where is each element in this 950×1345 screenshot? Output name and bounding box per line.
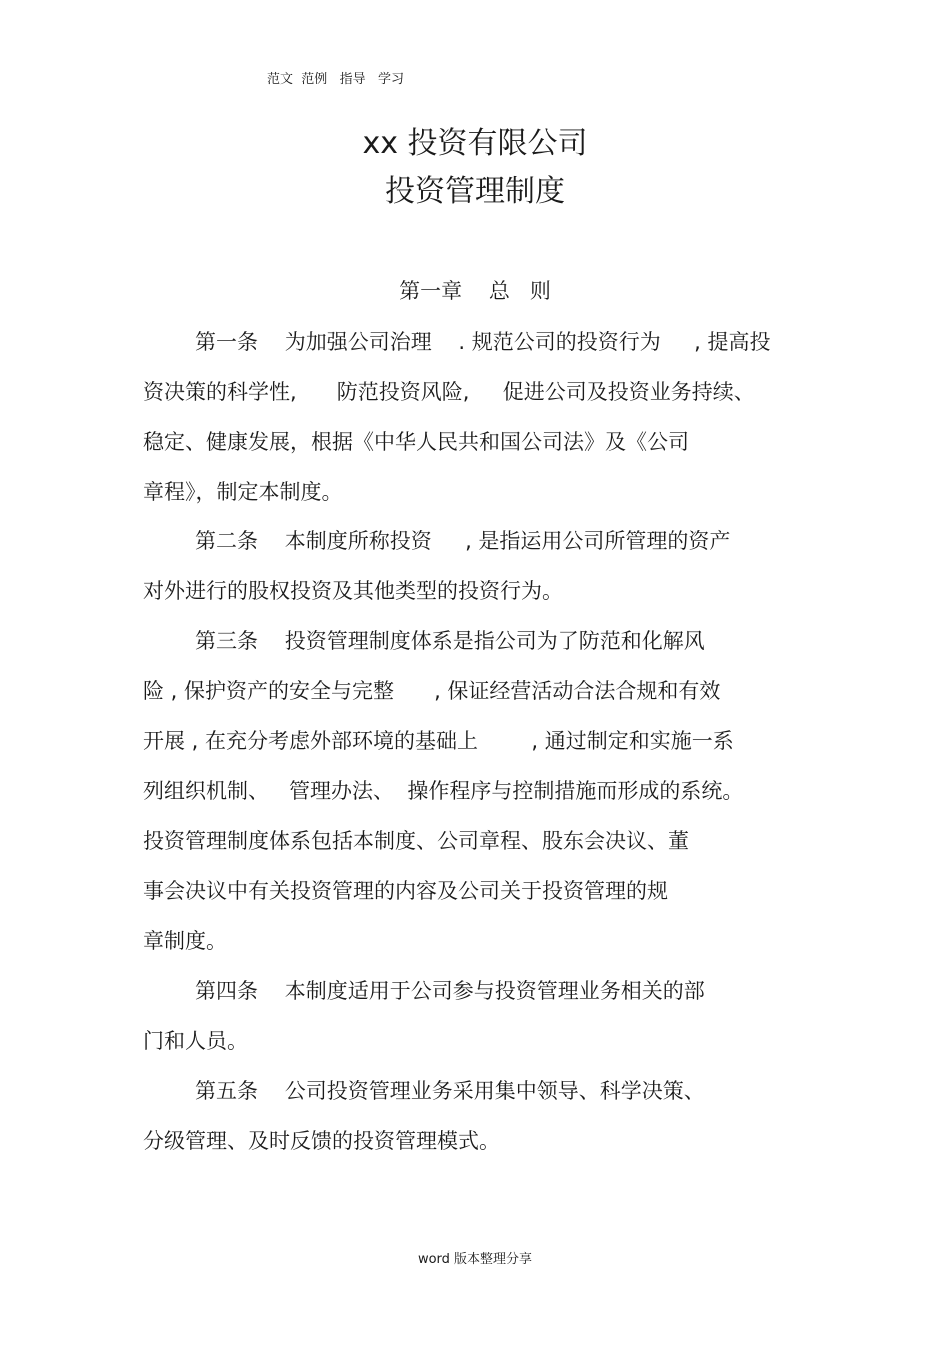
article-5-line-2: 分级管理、及时反馈的投资管理模式。 [143, 1129, 500, 1153]
article-4-line-1: 第四条 本制度适用于公司参与投资管理业务相关的部 [195, 979, 705, 1003]
article-2-line-2: 对外进行的股权投资及其他类型的投资行为。 [143, 579, 563, 603]
article-3-line-6: 事会决议中有关投资管理的内容及公司关于投资管理的规 [143, 879, 668, 903]
article-1-line-1: 第一条 为加强公司治理 . 规范公司的投资行为 , 提高投 [195, 330, 771, 354]
document-title-line-2: 投资管理制度 [385, 174, 565, 209]
article-1-line-4: 章程》，制定本制度。 [143, 480, 343, 504]
article-3-line-1: 第三条 投资管理制度体系是指公司为了防范和化解风 [195, 629, 705, 653]
article-3-line-3: 开展 , 在充分考虑外部环境的基础上 , 通过制定和实施一系 [143, 729, 734, 753]
document-title-line-1: xx 投资有限公司 [362, 126, 588, 161]
article-3-line-7: 章制度。 [143, 929, 227, 953]
article-5-line-1: 第五条 公司投资管理业务采用集中领导、科学决策、 [195, 1079, 705, 1103]
header-note: 范文 范例 指导 学习 [267, 72, 405, 87]
chapter-heading: 第一章 总 则 [399, 279, 551, 303]
article-3-line-2: 险 , 保护资产的安全与完整 , 保证经营活动合法合规和有效 [143, 679, 721, 703]
article-1-line-2: 资决策的科学性, 防范投资风险, 促进公司及投资业务持续、 [143, 380, 755, 404]
article-1-line-3: 稳定、健康发展，根据《中华人民共和国公司法》及《公司 [143, 430, 689, 454]
article-4-line-2: 门和人员。 [143, 1029, 248, 1053]
article-3-line-5: 投资管理制度体系包括本制度、公司章程、股东会决议、董 [143, 829, 689, 853]
article-3-line-4: 列组织机制、 管理办法、 操作程序与控制措施而形成的系统。 [143, 779, 744, 803]
footer-note: word 版本整理分享 [417, 1252, 533, 1267]
article-2-line-1: 第二条 本制度所称投资 , 是指运用公司所管理的资产 [195, 529, 731, 553]
